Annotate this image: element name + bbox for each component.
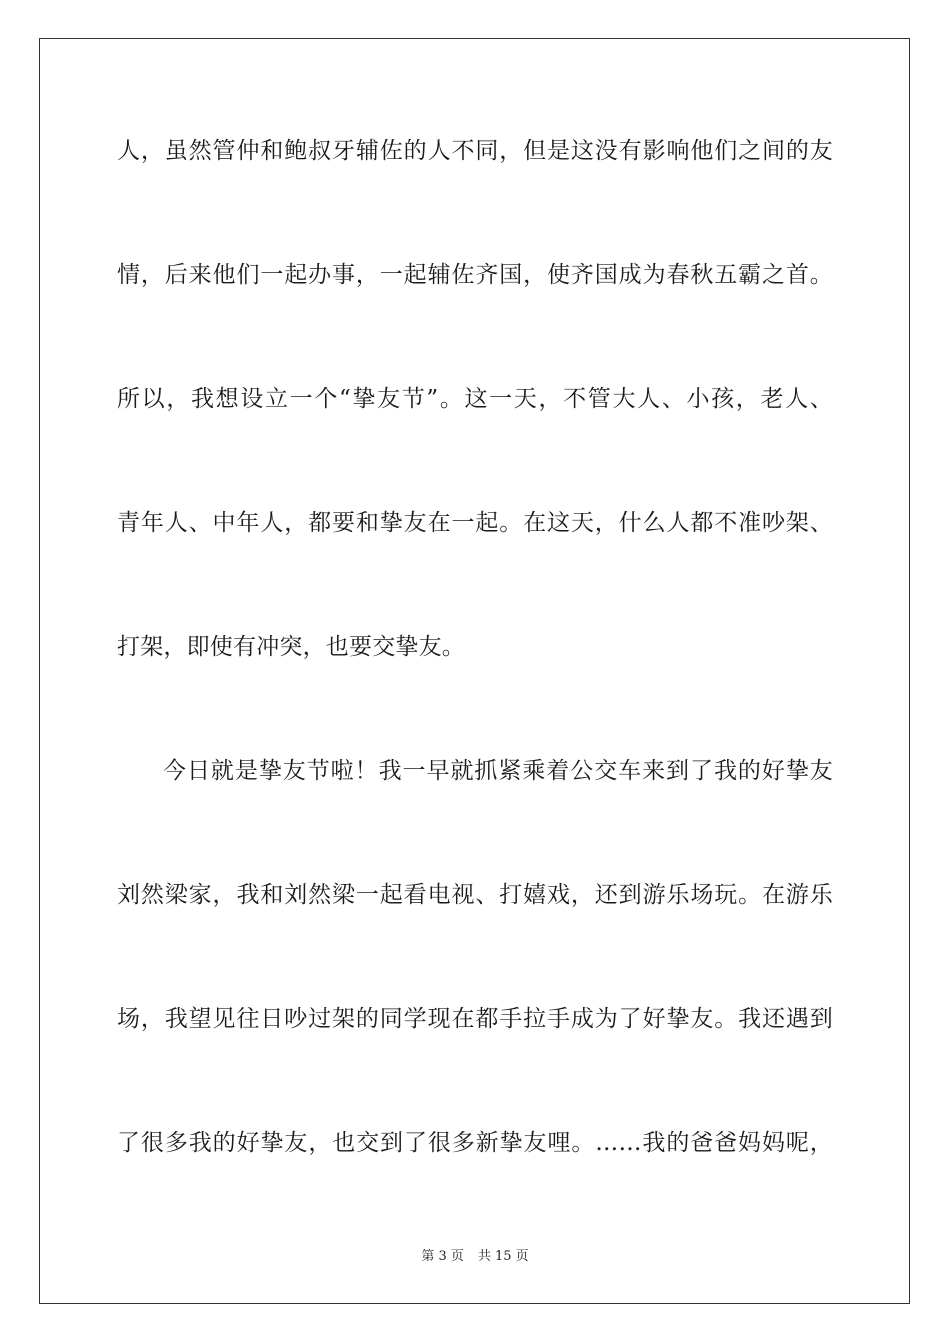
text-line-1: 人，虽然管仲和鲍叔牙辅佐的人不同，但是这没有影响他们之间的友 <box>117 138 833 164</box>
text-line-7: 刘然梁家，我和刘然梁一起看电视、打嬉戏，还到游乐场玩。在游乐 <box>117 882 833 908</box>
page-border <box>39 38 910 1304</box>
page-number: 第 3 页 <box>421 1249 464 1264</box>
text-line-2: 情，后来他们一起办事，一起辅佐齐国，使齐国成为春秋五霸之首。 <box>117 262 833 288</box>
page-footer <box>0 1248 950 1266</box>
text-line-8: 场，我望见往日吵过架的同学现在都手拉手成为了好挚友。我还遇到 <box>117 1006 833 1032</box>
text-line-6: 今日就是挚友节啦！我一早就抓紧乘着公交车来到了我的好挚友 <box>163 758 833 784</box>
page-total: 共 15 页 <box>477 1249 529 1264</box>
text-line-4: 青年人、中年人，都要和挚友在一起。在这天，什么人都不准吵架、 <box>117 510 833 536</box>
text-line-9: 了很多我的好挚友，也交到了很多新挚友哩。……我的爸爸妈妈呢， <box>117 1130 833 1156</box>
text-line-3: 所以，我想设立一个“挚友节”。这一天，不管大人、小孩，老人、 <box>117 386 833 412</box>
text-line-5: 打架，即使有冲突，也要交挚友。 <box>117 634 465 660</box>
